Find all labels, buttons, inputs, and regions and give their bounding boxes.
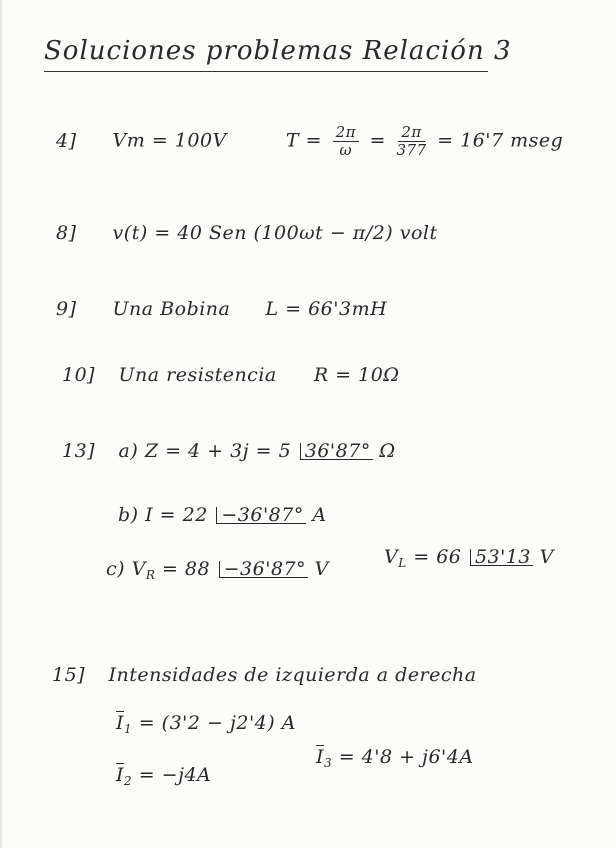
current-value: I = 22 [145, 504, 208, 526]
current-i1: $\overline{I}_1 = (3'2 - j2'4)$ A [116, 712, 296, 736]
page-title: Soluciones problemas Relación 3 [44, 36, 512, 66]
angle-symbol: −36'87° [219, 561, 309, 578]
problem-15 [52, 664, 477, 686]
resistance-value: R = 10Ω [313, 364, 400, 386]
problem-9 [56, 298, 387, 320]
problem-4: 4] Vm = 100V T = $\frac{2\pi}{\omega}$ = $\frac{2\pi}{377}$ = 16'7 mseg [56, 123, 564, 159]
angle-symbol: −36'87° [216, 507, 306, 524]
fraction-2pi-omega: $\frac{2\pi}{\omega}$ [333, 124, 359, 159]
problem-number: 9] [56, 298, 77, 320]
title-underline [44, 71, 488, 72]
problem-13-vl: $V_L = 66$ 53'13 V [384, 546, 554, 570]
period-result: = 16'7 mseg [437, 129, 564, 152]
inductance-value: L = 66'3mH [265, 298, 388, 320]
period-lhs: T = [285, 129, 323, 152]
problem-text: Intensidades de izquierda a derecha [108, 664, 477, 686]
current-i2: $\overline{I}_2 = -j4A$ [116, 764, 212, 788]
inductor-voltage: = 66 [413, 546, 462, 568]
angle-symbol: 53'13 [470, 549, 533, 566]
problem-8 [56, 222, 438, 244]
problem-13-c: c) $V_R = 88 -36'87^\circ$ V [106, 558, 329, 582]
problem-number: 4] [56, 129, 77, 152]
problem-text: Una resistencia [118, 364, 277, 386]
problem-number: 8] [56, 222, 77, 244]
vm-value: Vm = 100V [112, 129, 227, 152]
fraction-2pi-377: $\frac{2\pi}{377}$ [396, 123, 427, 159]
resistor-voltage: = 88 [161, 558, 211, 580]
problem-number: 15] [52, 664, 86, 686]
scan-edge [0, 0, 3, 848]
problem-number: 13] [62, 440, 96, 462]
voltage-expression: v(t) = 40 Sen (100ωt − π/2) volt [112, 222, 438, 244]
impedance-value: Z = 4 + 3j = 5 [144, 440, 292, 462]
current-i3: $\overline{I}_3 = 4'8 + j6'4A$ [316, 746, 474, 770]
angle-symbol: 36'87° [300, 443, 373, 460]
problem-number: 10] [62, 364, 96, 386]
problem-13-a: 13] a) Z = 4 + 3j = 5 36'87° Ω [62, 440, 396, 462]
problem-10 [62, 364, 400, 386]
problem-13-b: b) I = 22 −36'87° A [118, 504, 327, 526]
problem-text: Una Bobina [112, 298, 231, 320]
